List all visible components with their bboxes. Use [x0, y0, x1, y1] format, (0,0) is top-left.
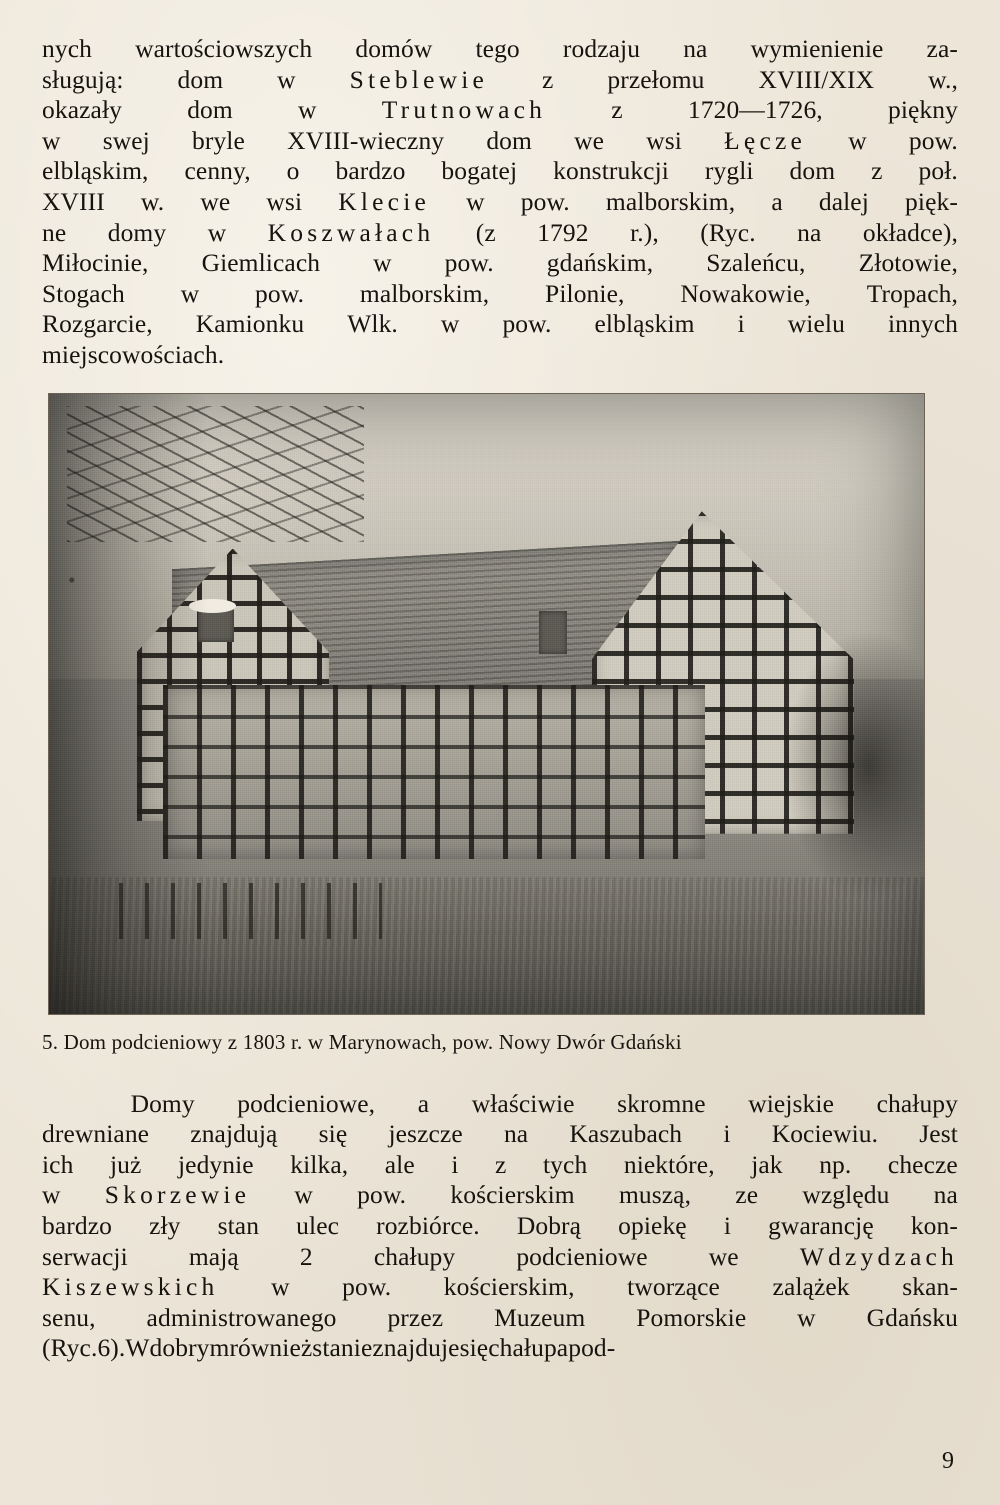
word: i [737, 309, 745, 339]
word: znajdują [190, 1119, 278, 1149]
word: w [440, 309, 460, 339]
word: i [723, 1210, 731, 1240]
word: Giemlicach [201, 248, 321, 278]
word: Domy [130, 1088, 195, 1118]
word: ze [735, 1180, 759, 1210]
word: nych [42, 34, 92, 63]
word: w [271, 1272, 290, 1302]
word: ale [384, 1149, 415, 1179]
word: senu, [42, 1302, 96, 1332]
word: dalej [818, 186, 869, 216]
word: przełomu [607, 64, 705, 94]
text-line [42, 248, 958, 279]
text-line [42, 1089, 958, 1120]
word: Jest [919, 1119, 958, 1149]
word: w [848, 125, 867, 155]
word: malborskim, [359, 278, 490, 308]
word: gdańskim, [546, 248, 654, 278]
word: cenny, [184, 156, 251, 186]
word: XVIII-wieczny [287, 125, 445, 155]
word: pow. [520, 186, 570, 216]
word: zły [149, 1210, 181, 1240]
word: tworzące [627, 1272, 720, 1302]
word: już [109, 1149, 142, 1179]
word: kościerskim, [443, 1272, 575, 1302]
word: podcieniowe, [237, 1088, 376, 1118]
text-line [42, 187, 958, 218]
placename-spaced: Steblewie [349, 64, 489, 94]
text-line [42, 1333, 958, 1364]
word: i [451, 1149, 459, 1179]
word: dom [177, 64, 224, 94]
word: właściwie [471, 1088, 575, 1118]
word: domów [355, 34, 433, 63]
word: tego [475, 34, 520, 63]
word: dobrym [149, 1333, 230, 1363]
word: na [933, 1180, 958, 1210]
placename-spaced: Skorzewie [104, 1180, 251, 1210]
word: 6). [97, 1333, 126, 1363]
text-line [42, 1272, 958, 1303]
word: W [125, 1333, 150, 1363]
word: niektóre, [623, 1149, 715, 1179]
placename-spaced: Trutnowach [381, 95, 547, 125]
word: z [871, 156, 883, 186]
word: Dobrą [516, 1210, 582, 1240]
word: bardzo [42, 1210, 112, 1240]
figure-photo [48, 393, 925, 1015]
page-content [42, 34, 958, 1364]
text-line [42, 1303, 958, 1334]
word: wielu [787, 309, 845, 339]
word: drewniane [42, 1119, 150, 1149]
word: pow. [255, 278, 305, 308]
word: rozbiórce. [376, 1210, 480, 1240]
placename-spaced: Łęcze [724, 125, 807, 155]
word: w [466, 186, 485, 216]
word: administrowanego [146, 1302, 337, 1332]
word: się [318, 1119, 348, 1149]
word: w [373, 248, 392, 278]
word: Pomorskie [636, 1302, 747, 1332]
word: opiekę [618, 1210, 687, 1240]
word: dom [486, 125, 532, 155]
word: zalążek [772, 1272, 850, 1302]
word: w [797, 1302, 816, 1332]
placename-spaced: Koszwałach [267, 217, 435, 247]
placename-spaced: Klecie [338, 186, 431, 216]
word: rodzaju [562, 34, 641, 63]
word: w [42, 1180, 61, 1210]
word: a [771, 186, 783, 216]
figure-caption: 5. Dom podcieniowy z 1803 r. w Marynowach, pow. Nowy Dwór Gdański [42, 1029, 682, 1054]
word: Stogach [42, 278, 125, 308]
word: elbląskim, [42, 156, 149, 186]
word: stan [217, 1210, 260, 1240]
text-line [42, 340, 958, 371]
word: malborskim, [605, 186, 736, 216]
word: za- [926, 34, 958, 63]
word: Złotowie, [858, 248, 958, 278]
word: pow. [357, 1180, 407, 1210]
word: w [294, 1180, 313, 1210]
word: skan- [902, 1272, 958, 1302]
word: chałupa [488, 1333, 569, 1363]
text-line [42, 126, 958, 157]
word: XVIII [42, 186, 105, 216]
placename-spaced: Kiszewskich [42, 1272, 219, 1302]
text-line [42, 1242, 958, 1273]
word: skromne [617, 1088, 706, 1118]
paragraph-second [42, 1089, 958, 1364]
word: pow. [502, 309, 552, 339]
word: serwacji [42, 1241, 128, 1271]
word: bogatej [441, 156, 518, 186]
word: kilka, [290, 1149, 349, 1179]
word: 1720—1726, [687, 95, 823, 125]
word: bryle [192, 125, 245, 155]
word: wartościowszych [135, 34, 313, 63]
word: w. [140, 186, 165, 216]
text-line [42, 309, 958, 340]
word: wsi [266, 186, 303, 216]
text-line [42, 95, 958, 126]
word: Gdańsku [866, 1302, 958, 1332]
text-line [42, 1150, 958, 1181]
word: we [200, 186, 231, 216]
word: dom [789, 156, 836, 186]
word: Nowakowie, [680, 278, 811, 308]
word: w [42, 125, 61, 155]
word: (Ryc. [700, 217, 756, 247]
word: muszą, [618, 1180, 692, 1210]
photo-vignette [49, 394, 924, 1014]
page-number: 9 [942, 1448, 954, 1474]
word: np. [819, 1149, 852, 1179]
word: względu [802, 1180, 890, 1210]
figure-5 [42, 393, 958, 1055]
word: a [417, 1088, 430, 1118]
word: (z [475, 217, 496, 247]
word: z [495, 1149, 507, 1179]
word: Rozgarcie, [42, 309, 153, 339]
word: podcieniowe [516, 1241, 648, 1271]
word: przez [387, 1302, 444, 1332]
word: na [797, 217, 822, 247]
word: poł. [918, 156, 958, 186]
word: pow. [444, 248, 494, 278]
paragraph-first [42, 34, 958, 371]
word: ne [42, 217, 67, 247]
word: innych [887, 309, 958, 339]
word: Kociewiu. [771, 1119, 879, 1149]
word: pow. [908, 125, 958, 155]
word: jedynie [177, 1149, 254, 1179]
word: jak [751, 1149, 783, 1179]
word: wiejskie [748, 1088, 835, 1118]
word: w [207, 217, 227, 247]
word: XVIII/XIX [758, 64, 875, 94]
word: domy [107, 217, 167, 247]
word: gwarancję [768, 1210, 874, 1240]
word: w [180, 278, 200, 308]
word: Kaszubach [569, 1119, 683, 1149]
word: kon- [910, 1210, 958, 1240]
word: dom [187, 95, 233, 125]
word: sługują: [42, 64, 124, 94]
word: ulec [296, 1210, 340, 1240]
word: (Ryc. [42, 1333, 98, 1363]
word: okładce), [862, 217, 958, 247]
word: jeszcze [388, 1119, 463, 1149]
word: checze [887, 1149, 958, 1179]
text-line [42, 1180, 958, 1211]
word: we [574, 125, 605, 155]
text-line [42, 156, 958, 187]
word: bardzo [335, 156, 406, 186]
word: r.), [630, 217, 659, 247]
word: mają [188, 1241, 239, 1271]
word: i [723, 1119, 731, 1149]
word: w [298, 95, 317, 125]
text-line [42, 279, 958, 310]
word: również [229, 1333, 313, 1363]
word: wymienienie [750, 34, 884, 63]
word: o [286, 156, 300, 186]
word: pow. [342, 1272, 392, 1302]
paragraph-indent [42, 1089, 88, 1120]
word: Pilonie, [545, 278, 625, 308]
word: pod- [568, 1333, 616, 1363]
word: z [542, 64, 554, 94]
word: elbląskim [594, 309, 695, 339]
photo-image [49, 394, 924, 1014]
word: piękny [887, 95, 958, 125]
word: Miłocinie, [42, 248, 149, 278]
word: stanie [312, 1333, 373, 1363]
word: znajduje [372, 1333, 460, 1363]
text-line [42, 1119, 958, 1150]
word: pięk- [905, 186, 958, 216]
word: chałupy [373, 1241, 456, 1271]
word: konstrukcji [553, 156, 669, 186]
text-line [42, 218, 958, 249]
word: się [459, 1333, 489, 1363]
text-line [42, 65, 958, 96]
word: ich [42, 1149, 74, 1179]
word: miejscowościach. [42, 339, 225, 369]
word: w [277, 64, 296, 94]
word: wsi [646, 125, 682, 155]
text-line [42, 34, 958, 65]
word: z [611, 95, 623, 125]
word: w., [928, 64, 958, 94]
word: 1792 [537, 217, 589, 247]
word: swej [102, 125, 150, 155]
word: Muzeum [494, 1302, 586, 1332]
word: we [708, 1241, 739, 1271]
word: Szaleńcu, [706, 248, 806, 278]
word: Tropach, [866, 278, 958, 308]
text-line [42, 1211, 958, 1242]
word: Kamionku [195, 309, 305, 339]
word: Wlk. [347, 309, 398, 339]
word: tych [543, 1149, 588, 1179]
word: okazały [42, 95, 122, 125]
word: na [503, 1119, 529, 1149]
placename-spaced: Wdzydzach [799, 1241, 958, 1271]
word: rygli [704, 156, 754, 186]
word: 2 [299, 1241, 313, 1271]
word: na [683, 34, 708, 63]
word: kościerskim [450, 1180, 575, 1210]
word: chałupy [876, 1088, 958, 1118]
